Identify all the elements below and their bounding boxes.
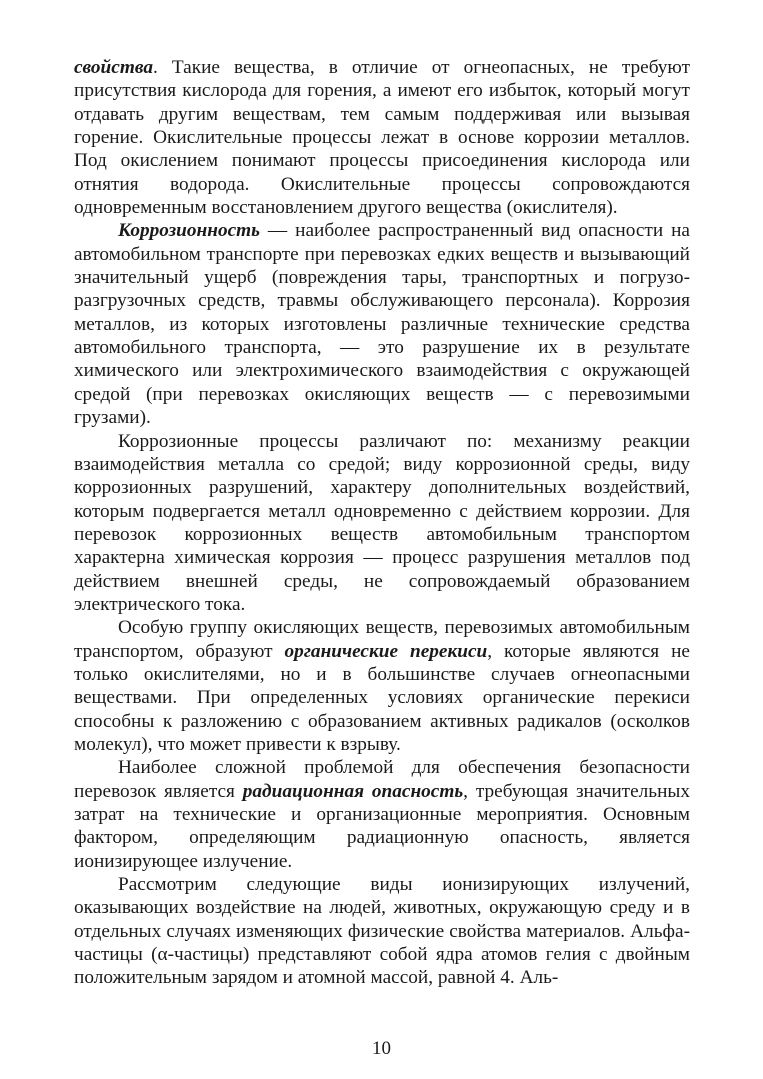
term-properties: свойства [74, 57, 153, 78]
paragraph-ionizing-radiation [74, 873, 690, 990]
paragraph-text-after: , которые являются не только окислителями, но и в большинстве случаев огнеопасными веществами. При определенных условиях органические перекиси способны к разложению с образованием активных радикалов (осколков молекул), что может привести к взрыву. [74, 640, 690, 755]
paragraph-text-after: , требующая значительных затрат на технические и организационные мероприятия. Основным фактором, определяющим радиационную опасность, является ионизирующее излучение. [74, 780, 690, 872]
paragraph-text-before: Наиболее сложной проблемой для обеспечения безопасности перевозок является [74, 757, 690, 802]
paragraph-corrosiveness [74, 219, 690, 429]
paragraph-text: Коррозионные процессы различают по: механизму реакции взаимодействия металла со средой; виду коррозионной среды, виду коррозионных разрушений, характеру дополнительных воздействий, которым подвергается металл одновременно с действием коррозии. Для перевозок коррозионных веществ автомобильным транспортом характерна химическая коррозия — процесс разрушения металлов под действием внешней среды, не сопровождаемый образованием электрического тока. [74, 430, 690, 615]
paragraph-oxidizers-continuation [74, 56, 690, 219]
paragraph-text: . Такие вещества, в отличие от огнеопасных, не требуют присутствия кислорода для горения, а имеют его избыток, который могут отдавать другим веществам, тем самым поддерживая или вызывая горение. Окислительные процессы лежат в основе коррозии металлов. Под окислением понимают процессы присоединения кислорода или отнятия водорода. Окислительные процессы сопровождаются одновременным восстановлением другого вещества (окислителя). [74, 57, 690, 219]
term-organic-peroxides: органические перекиси [284, 640, 488, 662]
term-corrosiveness: Коррозионность [118, 220, 260, 242]
term-radiation-hazard: радиационная опасность [242, 780, 464, 802]
paragraph-text: Рассмотрим следующие виды ионизирующих излучений, оказывающих воздействие на людей, животных, окружающую среду и в отдельных случаях изменяющих физические свойства материалов. Альфа-частицы (α-частицы) представляют собой ядра атомов гелия с двойным положительным зарядом и атомной массой, равной 4. Аль- [74, 874, 690, 989]
body-text [74, 56, 690, 990]
page-number: 10 [372, 1038, 391, 1059]
paragraph-text-before: Особую группу окисляющих веществ, перевозимых автомобильным транспортом, образуют [74, 617, 690, 662]
paragraph-organic-peroxides [74, 616, 690, 756]
paragraph-text: — наиболее распространенный вид опасности на автомобильном транспорте при перевозках едких веществ и вызывающий значительный ущерб (повреждения тары, транспортных и погрузо-разгрузочных средств, травмы обслуживающего персонала). Коррозия металлов, из которых изготовлены различные технические средства автомобильного транспорта, — это разрушение их в результате химического или электрохимического взаимодействия с окружающей средой (при перевозках окисляющих веществ — с перевозимыми грузами). [74, 220, 690, 429]
paragraph-radiation-hazard [74, 756, 690, 873]
paragraph-corrosion-processes [74, 430, 690, 617]
